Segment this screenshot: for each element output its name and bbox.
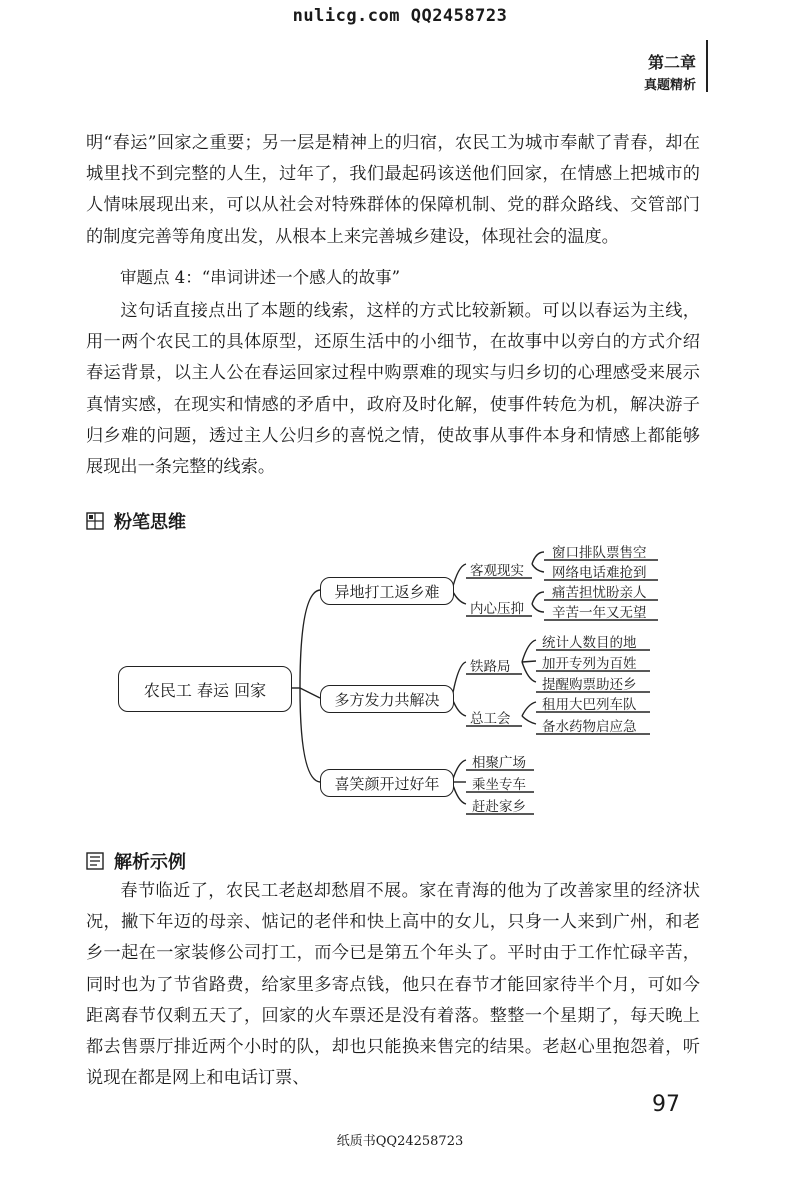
paragraph-2: 这句话直接点出了本题的线索，这样的方式比较新颖。可以以春运为主线，用一两个农民工的具体原型，还原生活中的小细节，在故事中以旁白的方式介绍春运背景，以主人公在春运回家过程中购票难的现实与归乡切的心理感受来展示真情实感，在现实和情感的矛盾中，政府及时化解，使事件转危为机，解决游子归乡难的问题，透过主人公归乡的喜悦之情，使故事从事件本身和情感上都能够展现出一条完整的线索。	[86, 301, 700, 478]
point-4-heading: 审题点 4：“串词讲述一个感人的故事”	[120, 268, 401, 287]
example-section-heading	[86, 848, 186, 874]
mindmap-leaf: 网络电话难抢到	[552, 565, 647, 581]
mindmap-branch-3: 喜笑颜开过好年	[320, 769, 454, 797]
chalk-icon	[86, 512, 104, 530]
mindmap-leaf: 备水药物启应急	[542, 719, 637, 735]
mindmap-branch-1: 异地打工返乡难	[320, 577, 454, 605]
chapter-subtitle: 真题精析	[643, 78, 696, 93]
paragraph-3: 春节临近了，农民工老赵却愁眉不展。家在青海的他为了改善家里的经济状况，撇下年迈的母亲、惦记的老伴和快上高中的女儿，只身一人来到广州，和老乡一起在一家装修公司打工，而今已是第五个年头了。平时由于工作忙碌辛苦，同时也为了节省路费，给家里多寄点钱，他只在春节才能回家待半个月，可如今距离春节仅剩五天了，回家的火车票还是没有着落。整整一个星期了，每天晚上都去售票厅排近两个小时的队，却也只能换来售完的结果。老赵心里抱怨着，听说现在都是网上和电话订票、	[86, 881, 700, 1089]
header-rule	[706, 40, 708, 92]
mindmap-sub-railway: 铁路局	[470, 659, 511, 675]
mindmap-leaf: 租用大巴列车队	[542, 697, 637, 713]
example-section-title: 解析示例	[114, 852, 186, 873]
analysis-icon	[86, 852, 104, 870]
mindmap-leaf: 赶赴家乡	[472, 799, 526, 815]
mindmap-leaf: 相聚广场	[472, 755, 526, 771]
mindmap-leaf: 痛苦担忧盼亲人	[552, 585, 647, 601]
mindmap-branch-2: 多方发力共解决	[320, 685, 454, 713]
paragraph-1: 明“春运”回家之重要；另一层是精神上的归宿，农民工为城市奉献了青春，却在城里找不到完整的人生，过年了，我们最起码该送他们回家，在情感上把城市的人情味展现出来，可以从社会对特殊群体的保障机制、党的群众路线、交管部门的制度完善等角度出发，从根本上来完善城乡建设，体现社会的温度。	[86, 133, 700, 247]
mindmap-leaf: 加开专列为百姓	[542, 656, 637, 672]
page-number: 97	[652, 1092, 680, 1117]
mindmap-section-title: 粉笔思维	[114, 512, 186, 533]
watermark-bottom: 纸质书QQ24258723	[336, 1134, 464, 1149]
mindmap-leaf: 辛苦一年又无望	[552, 605, 647, 621]
mindmap-root: 农民工 春运 回家	[118, 666, 292, 712]
watermark-top: nulicg.com QQ2458723	[292, 6, 508, 26]
mindmap-leaf: 窗口排队票售空	[552, 545, 647, 561]
mindmap-sub-inner: 内心压抑	[470, 601, 524, 617]
mindmap-leaf: 统计人数目的地	[542, 635, 637, 651]
mindmap-section-heading	[86, 508, 186, 534]
mindmap-leaf: 乘坐专车	[472, 777, 526, 793]
mindmap-leaf: 提醒购票助还乡	[542, 677, 637, 693]
mindmap-sub-objective: 客观现实	[470, 563, 524, 579]
mindmap-sub-union: 总工会	[470, 711, 511, 727]
chapter-title: 第二章	[647, 53, 696, 72]
